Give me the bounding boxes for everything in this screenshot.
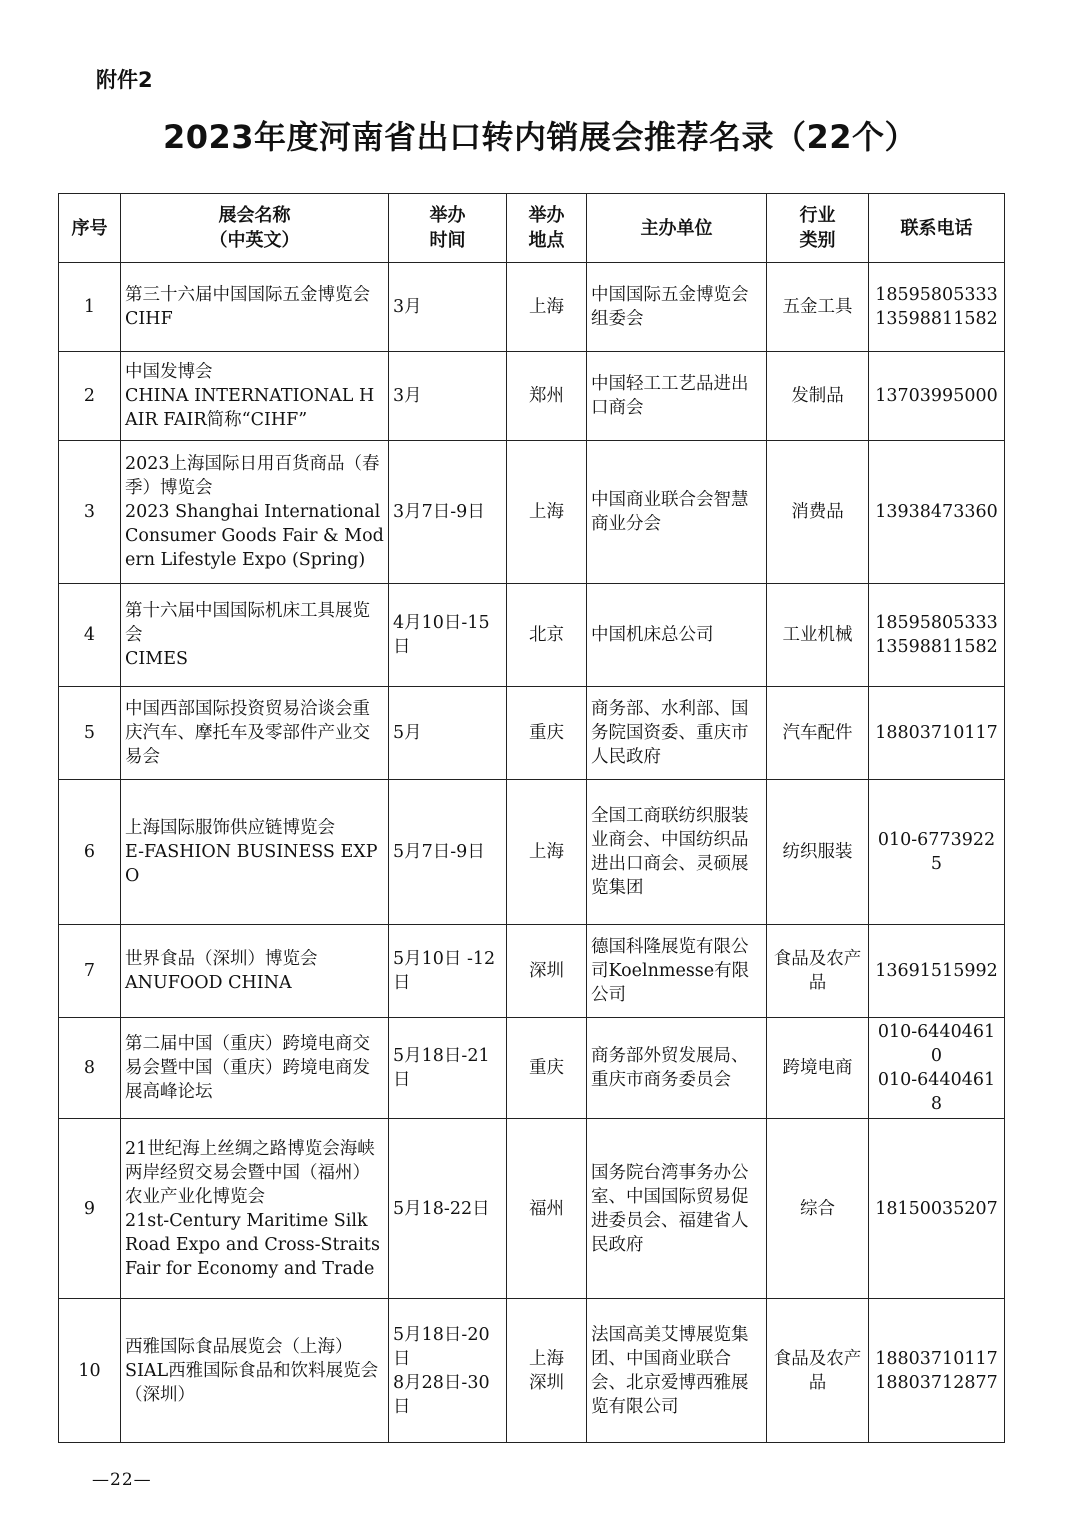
row-place: 上海 [507, 263, 587, 352]
table-header-row [59, 194, 1005, 263]
row-industry: 食品及农产品 [767, 925, 869, 1018]
row-name: 第三十六届中国国际五金博览会 CIHF [121, 263, 389, 352]
row-phone: 13703995000 [869, 352, 1005, 441]
row-industry: 五金工具 [767, 263, 869, 352]
row-name: 21世纪海上丝绸之路博览会海峡两岸经贸交易会暨中国（福州）农业产业化博览会 21st-Century Maritime Silk Road Expo and Cross-Straits Fair for Economy and Trade [121, 1119, 389, 1299]
row-no: 10 [59, 1299, 121, 1443]
table-row [59, 1018, 1005, 1119]
row-name: 西雅国际食品展览会（上海） SIAL西雅国际食品和饮料展览会（深圳） [121, 1299, 389, 1443]
row-organizer: 德国科隆展览有限公司Koelnmesse有限公司 [587, 925, 767, 1018]
row-no: 8 [59, 1018, 121, 1119]
row-organizer: 全国工商联纺织服装业商会、中国纺织品进出口商会、灵硕展览集团 [587, 780, 767, 925]
row-organizer: 国务院台湾事务办公室、中国国际贸易促进委员会、福建省人民政府 [587, 1119, 767, 1299]
row-name: 上海国际服饰供应链博览会 E-FASHION BUSINESS EXPO [121, 780, 389, 925]
row-name: 第十六届中国国际机床工具展览会 CIMES [121, 584, 389, 687]
table-row [59, 780, 1005, 925]
row-place: 重庆 [507, 1018, 587, 1119]
row-industry: 纺织服装 [767, 780, 869, 925]
row-place: 福州 [507, 1119, 587, 1299]
row-time: 5月10日 -12日 [389, 925, 507, 1018]
row-organizer: 中国国际五金博览会组委会 [587, 263, 767, 352]
table-row [59, 352, 1005, 441]
header-phone: 联系电话 [869, 194, 1005, 263]
row-phone: 18595805333 13598811582 [869, 263, 1005, 352]
row-time: 5月18-22日 [389, 1119, 507, 1299]
row-organizer: 中国轻工工艺品进出口商会 [587, 352, 767, 441]
row-no: 4 [59, 584, 121, 687]
row-phone: 18803710117 [869, 687, 1005, 780]
row-no: 1 [59, 263, 121, 352]
row-organizer: 中国商业联合会智慧商业分会 [587, 441, 767, 584]
header-name: 展会名称 （中英文） [121, 194, 389, 263]
row-industry: 综合 [767, 1119, 869, 1299]
row-time: 5月18日-21日 [389, 1018, 507, 1119]
row-name: 世界食品（深圳）博览会 ANUFOOD CHINA [121, 925, 389, 1018]
row-industry: 食品及农产品 [767, 1299, 869, 1443]
row-time: 4月10日-15日 [389, 584, 507, 687]
row-place: 上海 [507, 441, 587, 584]
row-no: 9 [59, 1119, 121, 1299]
row-place: 上海 [507, 780, 587, 925]
table-row [59, 584, 1005, 687]
row-organizer: 商务部、水利部、国务院国资委、重庆市人民政府 [587, 687, 767, 780]
table-row [59, 687, 1005, 780]
table-row [59, 441, 1005, 584]
row-phone: 010-67739225 [869, 780, 1005, 925]
row-no: 6 [59, 780, 121, 925]
row-place: 深圳 [507, 925, 587, 1018]
exhibition-table [58, 193, 1005, 1443]
row-industry: 消费品 [767, 441, 869, 584]
row-industry: 工业机械 [767, 584, 869, 687]
row-no: 5 [59, 687, 121, 780]
row-no: 7 [59, 925, 121, 1018]
row-phone: 13938473360 [869, 441, 1005, 584]
row-place: 上海 深圳 [507, 1299, 587, 1443]
row-industry: 跨境电商 [767, 1018, 869, 1119]
row-name: 中国发博会 CHINA INTERNATIONAL HAIR FAIR简称“CIHF” [121, 352, 389, 441]
document-title: 2023年度河南省出口转内销展会推荐名录（22个） [162, 118, 918, 156]
row-organizer: 法国高美艾博展览集团、中国商业联合会、北京爱博西雅展览有限公司 [587, 1299, 767, 1443]
row-phone: 18595805333 13598811582 [869, 584, 1005, 687]
row-industry: 汽车配件 [767, 687, 869, 780]
row-organizer: 商务部外贸发展局、重庆市商务委员会 [587, 1018, 767, 1119]
row-time: 5月18日-20日 8月28日-30日 [389, 1299, 507, 1443]
row-place: 北京 [507, 584, 587, 687]
attachment-label: 附件2 [96, 68, 153, 92]
row-name: 第二届中国（重庆）跨境电商交易会暨中国（重庆）跨境电商发展高峰论坛 [121, 1018, 389, 1119]
row-time: 3月7日-9日 [389, 441, 507, 584]
row-name: 2023上海国际日用百货商品（春季）博览会 2023 Shanghai International Consumer Goods Fair & Modern Lifestyle Expo (Spring) [121, 441, 389, 584]
table-row [59, 263, 1005, 352]
row-time: 5月7日-9日 [389, 780, 507, 925]
page-number: —22— [92, 1470, 152, 1490]
row-place: 重庆 [507, 687, 587, 780]
table-row [59, 1119, 1005, 1299]
row-name: 中国西部国际投资贸易洽谈会重庆汽车、摩托车及零部件产业交易会 [121, 687, 389, 780]
header-time: 举办 时间 [389, 194, 507, 263]
table-row [59, 1299, 1005, 1443]
header-no: 序号 [59, 194, 121, 263]
row-industry: 发制品 [767, 352, 869, 441]
row-no: 3 [59, 441, 121, 584]
row-time: 3月 [389, 352, 507, 441]
row-place: 郑州 [507, 352, 587, 441]
row-phone: 13691515992 [869, 925, 1005, 1018]
header-organizer: 主办单位 [587, 194, 767, 263]
row-organizer: 中国机床总公司 [587, 584, 767, 687]
header-industry: 行业 类别 [767, 194, 869, 263]
row-time: 3月 [389, 263, 507, 352]
row-phone: 18803710117 18803712877 [869, 1299, 1005, 1443]
row-phone: 18150035207 [869, 1119, 1005, 1299]
row-phone: 010-64404610 010-64404618 [869, 1018, 1005, 1119]
table-row [59, 925, 1005, 1018]
header-place: 举办 地点 [507, 194, 587, 263]
row-time: 5月 [389, 687, 507, 780]
row-no: 2 [59, 352, 121, 441]
